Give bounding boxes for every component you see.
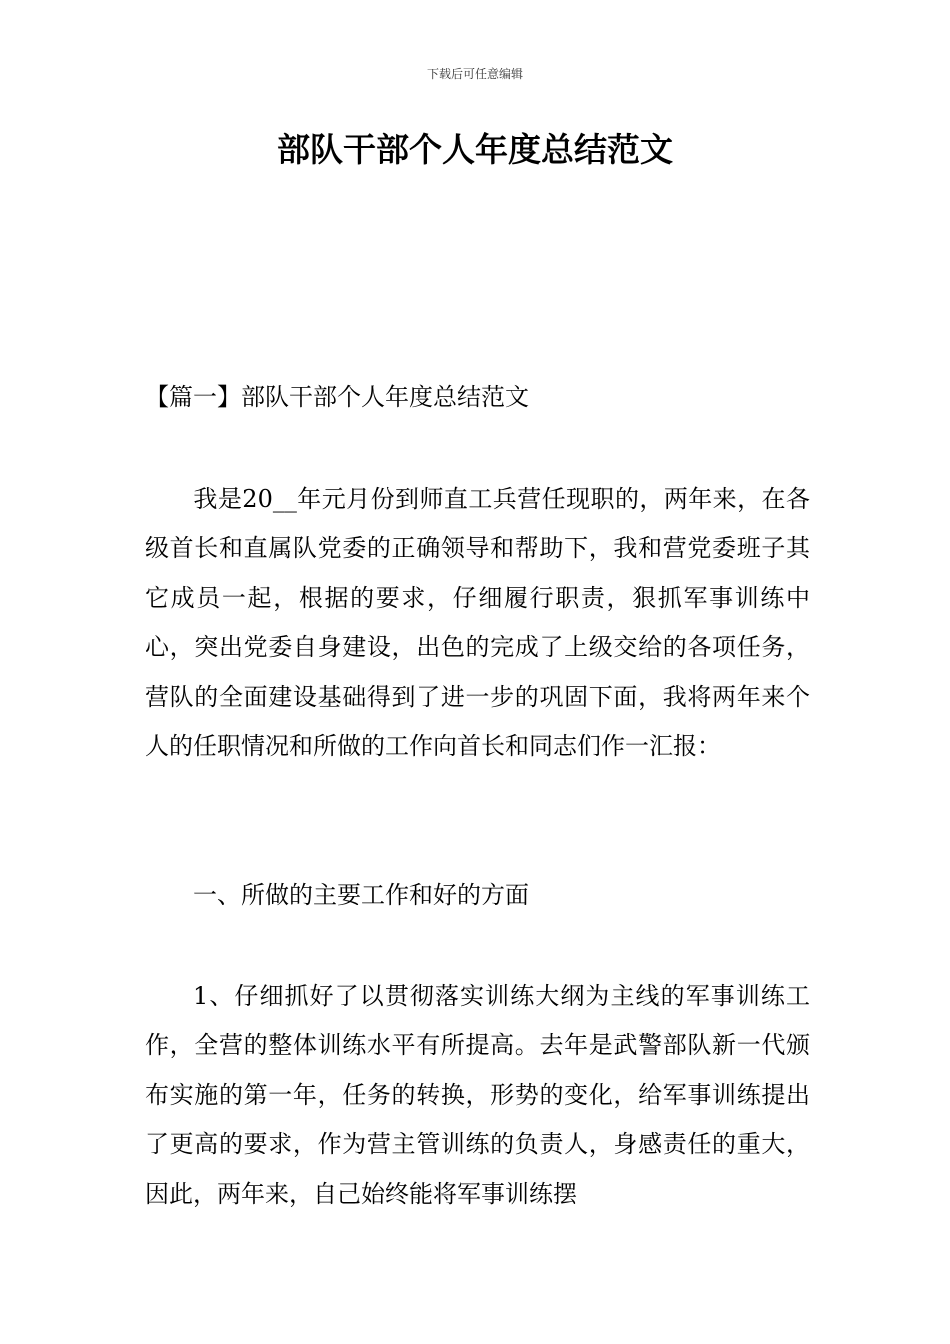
section-heading: 【篇一】部队干部个人年度总结范文 — [145, 383, 529, 411]
intro-paragraph-text: 我是20__年元月份到师直工兵营任现职的，两年来，在各级首长和直属队党委的正确领导和帮助下，我和营党委班子其它成员一起，根据的要求，仔细履行职责，狠抓军事训练中心，突出党委自身建设，出色的完成了上级交给的各项任务，营队的全面建设基础得到了进一步的巩固下面，我将两年来个人的任职情况和所做的工作向首长和同志们作一汇报： — [145, 485, 810, 761]
intro-paragraph — [145, 475, 810, 771]
header-note: 下载后可任意编辑 — [426, 67, 523, 81]
subheading-text: 一、所做的主要工作和好的方面 — [193, 881, 529, 909]
item1-paragraph — [145, 972, 810, 1219]
document-title: 部队干部个人年度总结范文 — [277, 130, 673, 169]
item1-paragraph-text: 1、仔细抓好了以贯彻落实训练大纲为主线的军事训练工作，全营的整体训练水平有所提高。去年是武警部队新一代颁布实施的第一年，任务的转换，形势的变化，给军事训练提出了更高的要求，作为营主管训练的负责人，身感责任的重大，因此，两年来，自己始终能将军事训练摆 — [145, 982, 810, 1208]
subheading-paragraph — [145, 871, 810, 920]
